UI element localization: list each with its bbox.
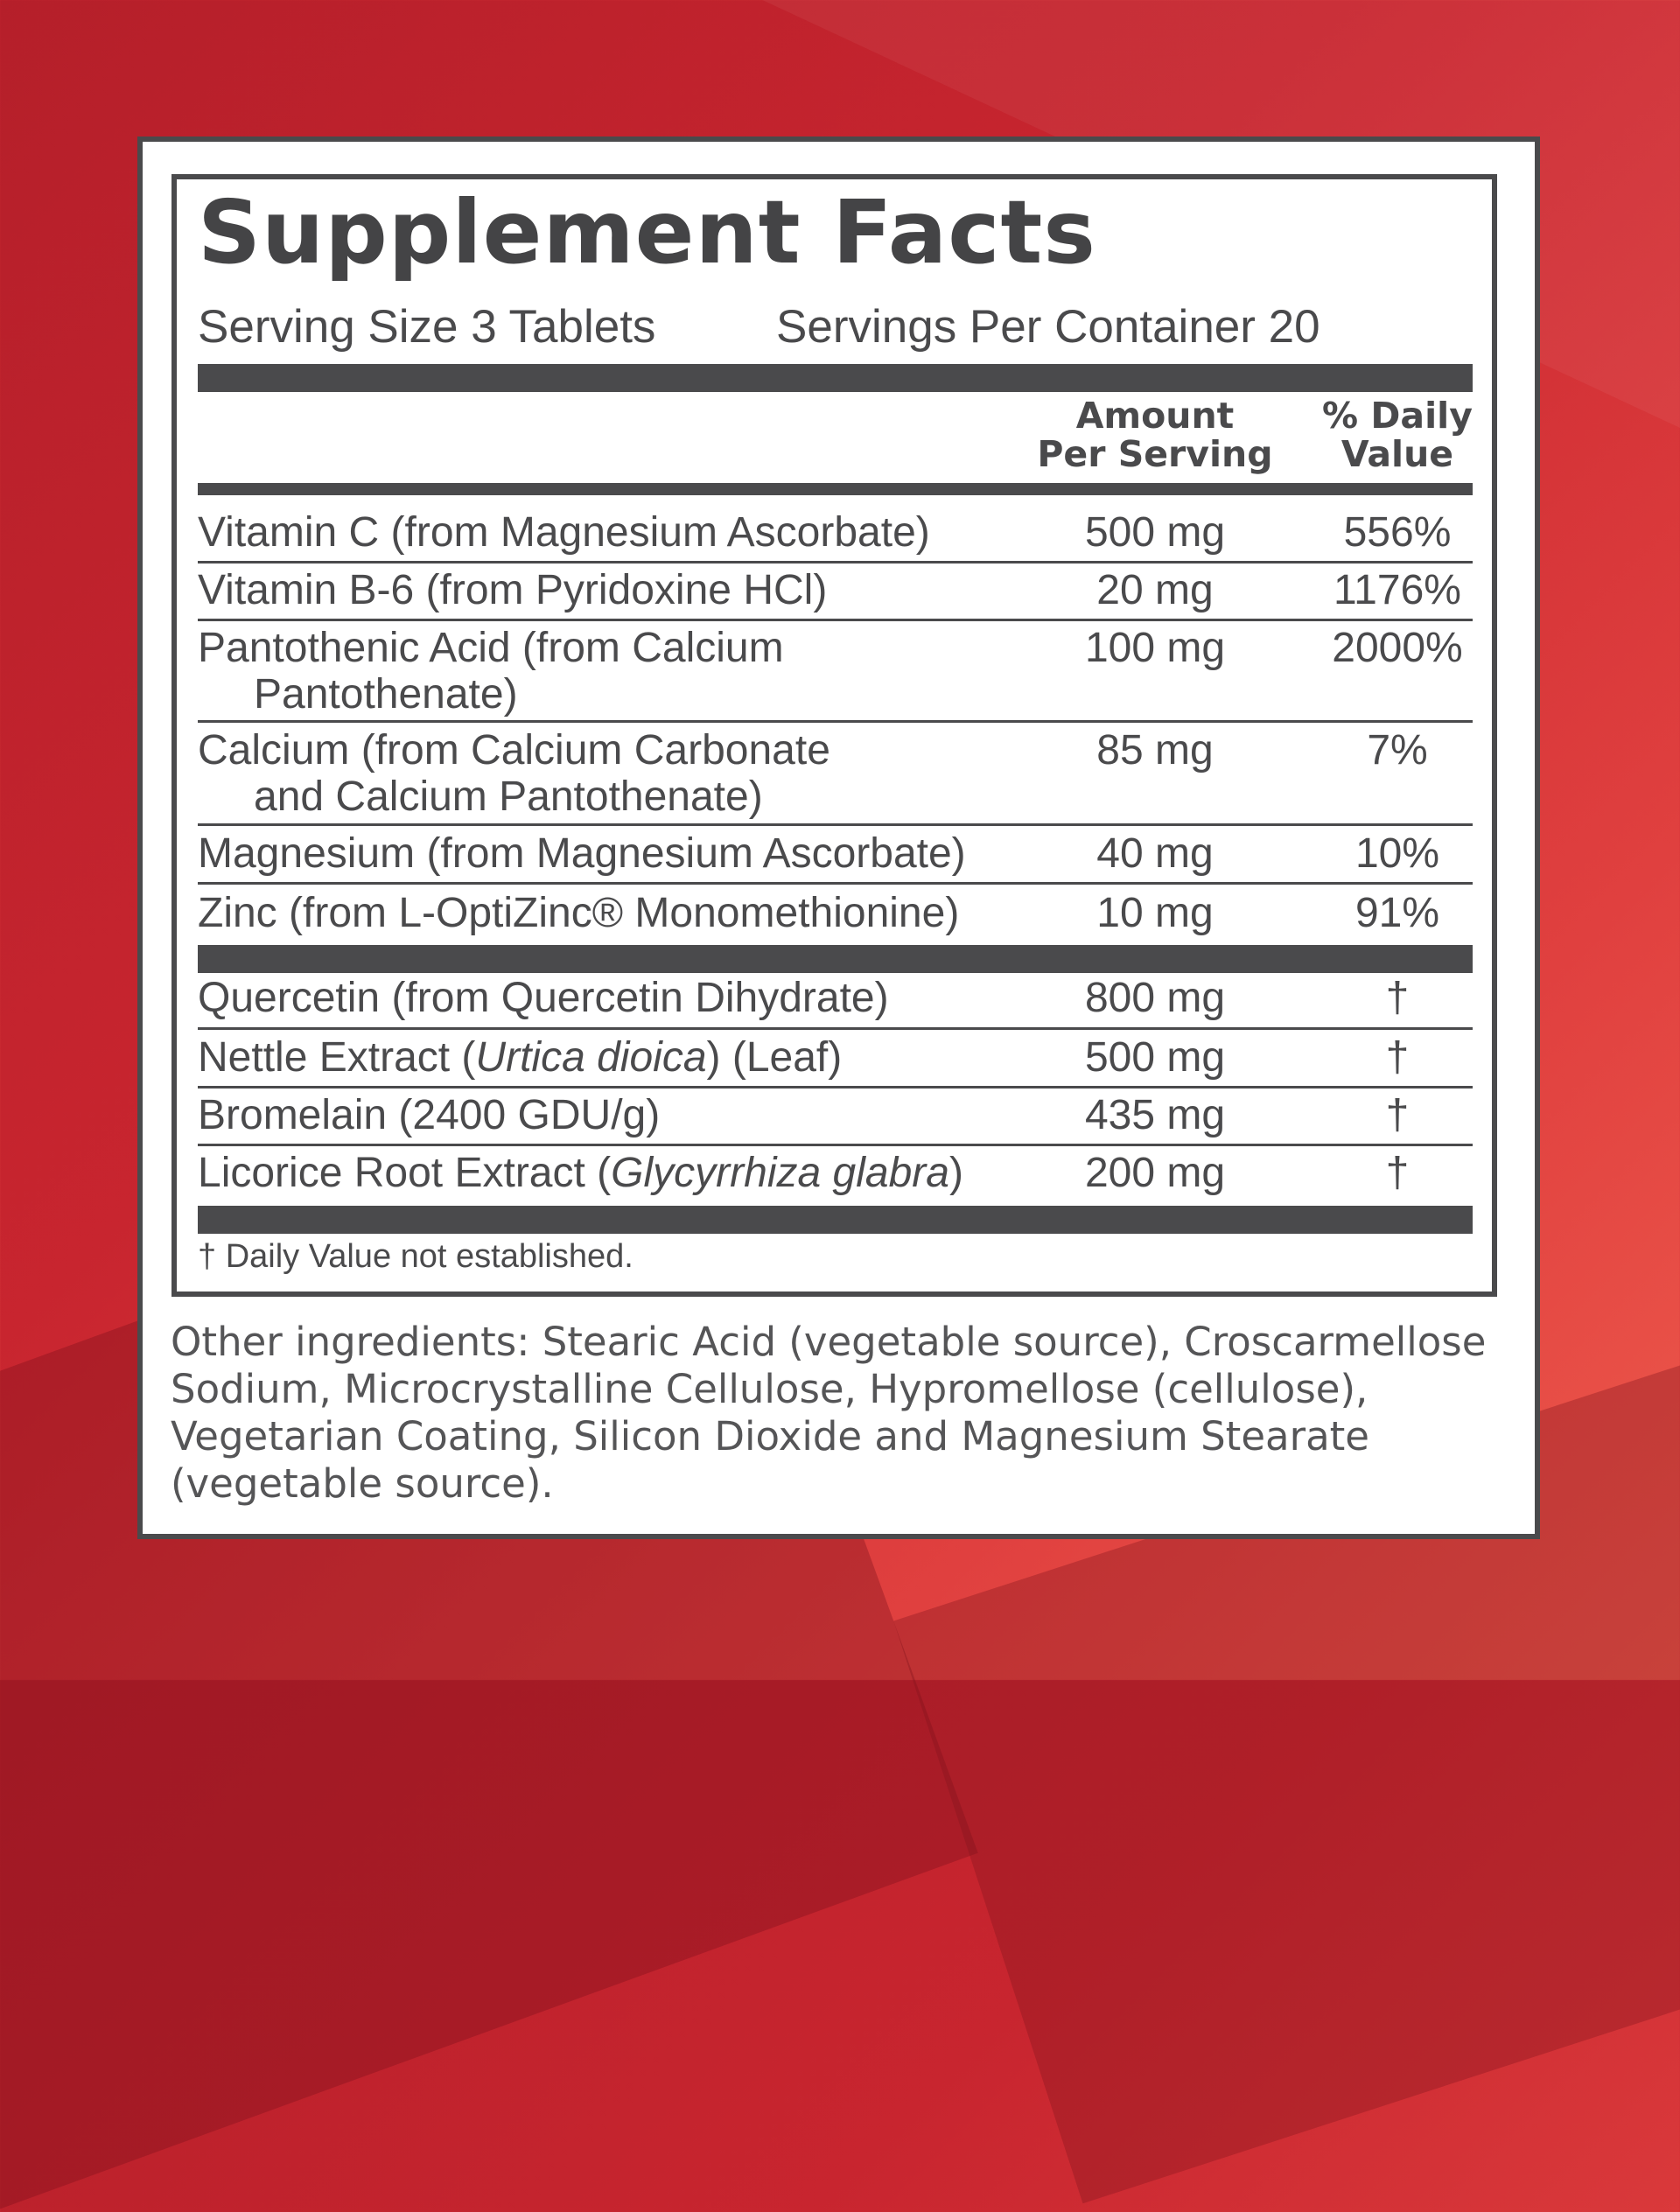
nutrient-name [198, 1150, 963, 1196]
other-ingredients: Other ingredients: Stearic Acid (vegetable source), Croscarmellose Sodium, Microcrystalline Cellulose, Hypromellose (cellulose), Vegetarian Coating, Silicon Dioxide and Magnesium Stearate (vegetable source). [171, 1319, 1487, 1507]
dv-header-line: % Daily [1322, 395, 1473, 437]
divider-bar [198, 483, 1473, 495]
row-divider [198, 720, 1473, 723]
nutrient-name: Magnesium (from Magnesium Ascorbate) [198, 830, 966, 877]
nutrient-name-part: Nettle Extract ( [198, 1034, 476, 1081]
nutrient-amount: 200 mg [1084, 1150, 1226, 1196]
nutrient-daily-value: † [1385, 1092, 1410, 1138]
row-divider [198, 1086, 1473, 1088]
latin-name: Urtica dioica [475, 1034, 707, 1081]
nutrient-name-line: Pantothenate) [254, 671, 518, 718]
nutrient-name-part: Licorice Root Extract ( [198, 1150, 612, 1196]
nutrient-amount: 20 mg [1096, 567, 1214, 613]
row-divider [198, 882, 1473, 885]
nutrient-amount: 435 mg [1084, 1092, 1226, 1138]
row-divider [198, 1027, 1473, 1030]
nutrient-daily-value: 10% [1354, 830, 1440, 877]
supplement-facts-box [172, 174, 1497, 1297]
nutrient-daily-value: 556% [1343, 509, 1452, 556]
row-divider [198, 1144, 1473, 1146]
divider-bar [198, 1206, 1473, 1234]
label-panel [137, 136, 1540, 1539]
facts-title: Supplement Facts [198, 181, 1096, 284]
divider-bar [198, 945, 1473, 973]
latin-name: Glycyrrhiza glabra [611, 1150, 949, 1196]
nutrient-amount: 500 mg [1084, 509, 1226, 556]
divider-bar [198, 364, 1473, 392]
nutrient-daily-value: 91% [1354, 890, 1440, 936]
nutrient-daily-value: † [1385, 1150, 1410, 1196]
row-divider [198, 619, 1473, 621]
nutrient-name: Quercetin (from Quercetin Dihydrate) [198, 975, 889, 1021]
nutrient-name: Vitamin B-6 (from Pyridoxine HCl) [198, 567, 828, 613]
nutrient-amount: 800 mg [1084, 975, 1226, 1021]
nutrient-name: Bromelain (2400 GDU/g) [198, 1092, 661, 1138]
nutrient-daily-value: 2000% [1332, 625, 1463, 671]
daily-value-column-header [1310, 396, 1485, 473]
nutrient-name [198, 625, 784, 718]
nutrient-amount: 85 mg [1096, 727, 1214, 774]
nutrient-daily-value: † [1385, 1034, 1410, 1081]
row-divider [198, 823, 1473, 826]
nutrient-name-line: and Calcium Pantothenate) [254, 774, 763, 820]
dv-header-line: Value [1340, 433, 1454, 475]
nutrient-name: Vitamin C (from Magnesium Ascorbate) [198, 509, 930, 556]
amount-header-line: Amount [1075, 395, 1235, 437]
amount-column-header [1024, 396, 1286, 473]
nutrient-amount: 10 mg [1096, 890, 1214, 936]
row-divider [198, 561, 1473, 564]
nutrient-daily-value: † [1385, 975, 1410, 1021]
nutrient-name: Zinc (from L-OptiZinc® Monomethionine) [198, 890, 960, 936]
footnote: † Daily Value not established. [198, 1238, 634, 1275]
nutrient-name-part: ) [948, 1150, 963, 1196]
nutrient-name-line: Pantothenic Acid (from Calcium [198, 625, 784, 671]
nutrient-name-line: Calcium (from Calcium Carbonate [198, 727, 830, 774]
nutrient-daily-value: 7% [1367, 727, 1428, 774]
nutrient-amount: 40 mg [1096, 830, 1214, 877]
servings-per-container: Servings Per Container 20 [776, 301, 1320, 353]
nutrient-name [198, 727, 830, 820]
amount-header-line: Per Serving [1037, 433, 1273, 475]
nutrient-name [198, 1034, 842, 1081]
nutrient-amount: 100 mg [1084, 625, 1226, 671]
nutrient-amount: 500 mg [1084, 1034, 1226, 1081]
nutrient-name-part: ) (Leaf) [706, 1034, 843, 1081]
serving-size: Serving Size 3 Tablets [198, 301, 656, 353]
nutrient-daily-value: 1176% [1334, 567, 1461, 613]
